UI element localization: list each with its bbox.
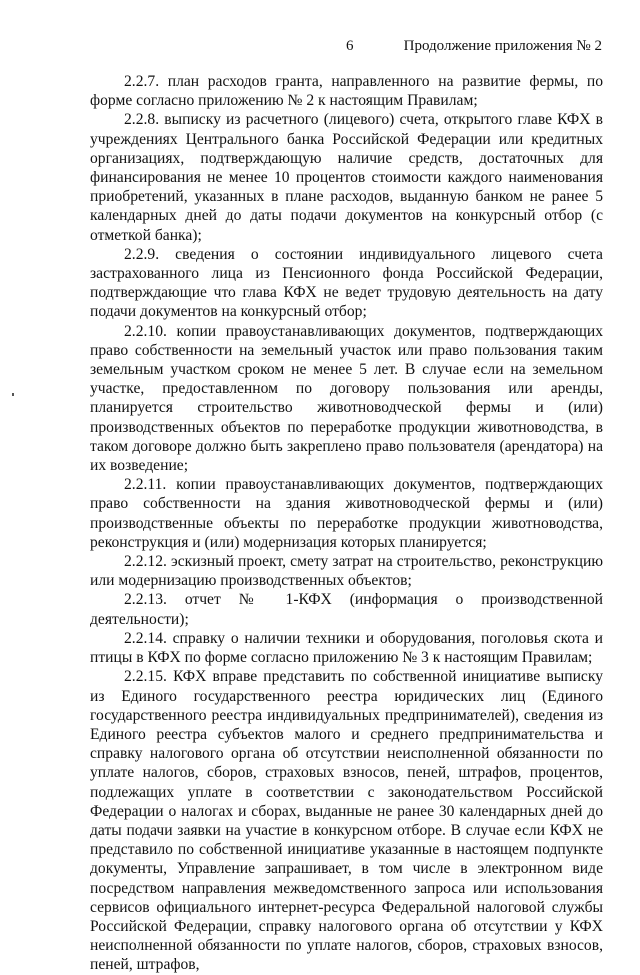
paragraph-2-2-11 xyxy=(90,475,603,552)
margin-mark xyxy=(12,393,14,396)
paragraph-2-2-8 xyxy=(90,110,603,244)
appendix-continuation-note: Продолжение приложения № 2 xyxy=(403,38,602,54)
paragraph-2-2-15 xyxy=(90,667,603,974)
paragraph-2-2-14 xyxy=(90,629,603,667)
document-body xyxy=(90,72,603,975)
paragraph-text: выписку из расчетного (лицевого) счета, открытого главе КФХ в учреждениях Центрального банка Российской Федерации или кредитных организациях, подтверждающую наличие средств, достаточных для финансирования не менее 10 процентов стоимости каждого наименования приобретений, указанных в плане расходов, выданную банком не ранее 5 календарных дней до даты подачи документов на конкурсный отбор (с отметкой банка); xyxy=(90,111,603,244)
paragraph-number: 2.2.15. xyxy=(124,668,167,686)
paragraph-number: 2.2.10. xyxy=(124,322,167,340)
paragraph-number: 2.2.7. xyxy=(124,73,160,90)
paragraph-text: отчет № 1-КФХ (информация о производственной деятельности); xyxy=(90,591,603,628)
paragraph-2-2-9 xyxy=(90,245,603,322)
paragraph-text: копии правоустанавливающих документов, подтверждающих право собственности на здания животноводческой фермы и (или) производственные объекты по переработке продукции животноводства, реконструкция и (или) модернизация которых планируется; xyxy=(90,476,603,551)
paragraph-text: эскизный проект, смету затрат на строительство, реконструкцию или модернизацию производственных объектов; xyxy=(90,553,603,590)
paragraph-text: справку о наличии техники и оборудования, поголовья скота и птицы в КФХ по форме согласно приложению № 3 к настоящим Правилам; xyxy=(90,629,603,667)
paragraph-number: 2.2.12. xyxy=(124,553,167,571)
paragraph-text: план расходов гранта, направленного на развитие фермы, по форме согласно приложению № 2 к настоящим Правилам; xyxy=(90,73,603,110)
paragraph-number: 2.2.11. xyxy=(124,476,167,494)
page-number: 6 xyxy=(346,38,354,54)
paragraph-2-2-12 xyxy=(90,552,603,590)
paragraph-2-2-13 xyxy=(90,590,603,628)
paragraph-text: КФХ вправе представить по собственной инициативе выписку из Единого государственного реестра юридических лиц (Единого государственного реестра индивидуальных предпринимателей), сведения из Единого реестра субъектов малого и среднего предпринимательства и справку налогового органа об отсутствии неисполненной обязанности по уплате налогов, сборов, страховых взносов, пеней, штрафов, процентов, подлежащих уплате в соответствии с законодательством Российской Федерации о налогах и сборах, выданные не ранее 30 календарных дней до даты подачи заявки на участие в конкурсном отборе. В случае если КФХ не представило по собственной инициативе указанные в настоящем подпункте документы, Управление запрашивает, в том числе в электронном виде посредством направления межведомственного запроса или использования сервисов официального интернет-ресурса Федеральной налоговой службы Российской Федерации, справку налогового органа об отсутствии у КФХ неисполненной обязанности по уплате налогов, сборов, страховых взносов, пеней, штрафов, xyxy=(90,668,603,974)
paragraph-number: 2.2.8. xyxy=(124,111,160,129)
paragraph-2-2-7 xyxy=(90,72,603,110)
paragraph-number: 2.2.14. xyxy=(124,629,167,647)
paragraph-text: копии правоустанавливающих документов, подтверждающих право собственности на земельный участок или право пользования таким земельным участком сроком не менее 5 лет. В случае если на земельном участке, предоставленном по договору пользования или аренды, планируется строительство животноводческой фермы и (или) производственных объектов по переработке продукции животноводства, в таком договоре должно быть закреплено право пользователя (арендатора) на их возведение; xyxy=(90,322,603,475)
paragraph-text: сведения о состоянии индивидуального лицевого счета застрахованного лица из Пенсионного фонда Российской Федерации, подтверждающие что глава КФХ не ведет трудовую деятельность на дату подачи документов на конкурсный отбор; xyxy=(90,245,603,321)
paragraph-number: 2.2.9. xyxy=(124,245,160,263)
paragraph-2-2-10 xyxy=(90,322,603,476)
paragraph-number: 2.2.13. xyxy=(124,591,167,609)
